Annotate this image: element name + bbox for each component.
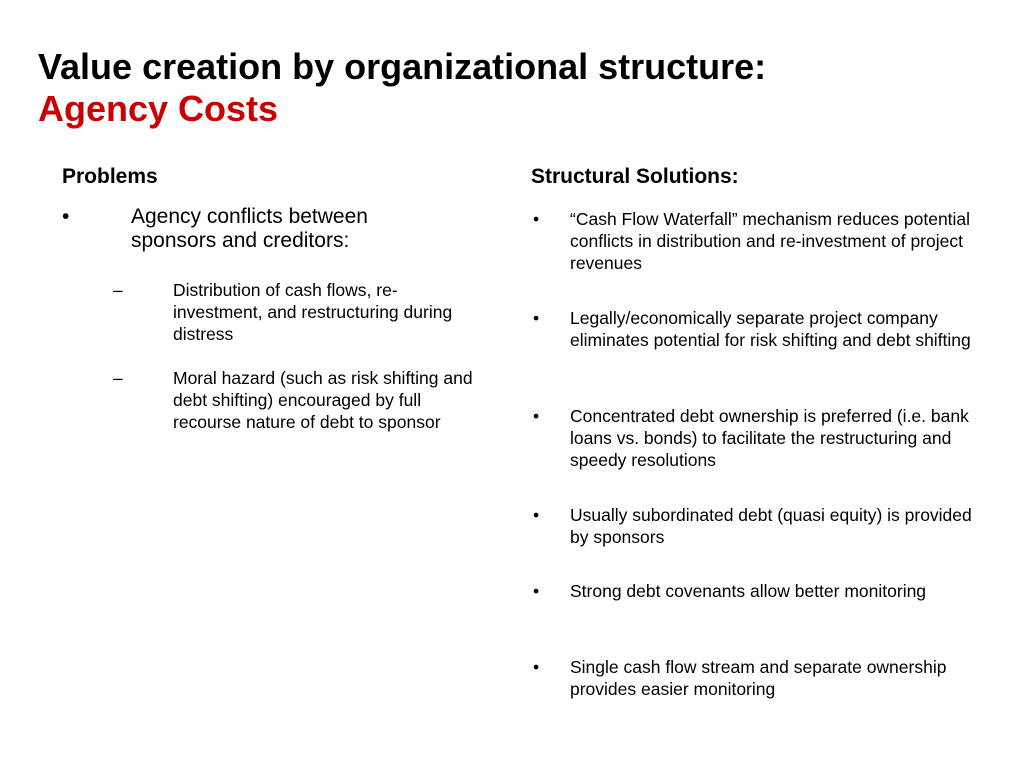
problem-sub-item <box>113 367 473 433</box>
bullet-icon: • <box>533 308 540 328</box>
bullet-icon: • <box>533 581 540 601</box>
solutions-heading: Structural Solutions: <box>531 165 739 188</box>
solution-item-text: Strong debt covenants allow better monitoring <box>570 581 927 601</box>
problem-sub-item-text: Distribution of cash flows, re-investment, and restructuring during distress <box>173 280 453 344</box>
solution-item <box>533 504 995 548</box>
problems-heading: Problems <box>62 165 158 188</box>
bullet-icon: • <box>62 205 70 228</box>
bullet-icon: • <box>533 505 540 525</box>
problem-bullet-text: Agency conflicts between sponsors and creditors: <box>131 205 368 252</box>
dash-icon: – <box>113 280 123 300</box>
problem-sub-item <box>113 279 473 345</box>
solution-item <box>533 208 995 274</box>
dash-icon: – <box>113 368 123 388</box>
slide-title-line-1: Value creation by organizational structure: <box>38 46 767 87</box>
bullet-icon: • <box>533 657 540 677</box>
solution-item <box>533 405 995 471</box>
solution-item-text: Single cash flow stream and separate ownership provides easier monitoring <box>570 657 947 699</box>
problem-bullet <box>62 205 442 253</box>
bullet-icon: • <box>533 406 540 426</box>
solution-item <box>533 580 995 602</box>
solution-item <box>533 656 995 700</box>
solution-item-text: Usually subordinated debt (quasi equity) is provided by sponsors <box>570 505 972 547</box>
solution-item <box>533 307 995 351</box>
slide-title <box>38 46 766 130</box>
problem-sub-item-text: Moral hazard (such as risk shifting and debt shifting) encouraged by full recourse nature of debt to sponsor <box>173 368 473 432</box>
solution-item-text: Concentrated debt ownership is preferred (i.e. bank loans vs. bonds) to facilitate the restructuring and speedy resolutions <box>570 406 969 470</box>
solution-item-text: “Cash Flow Waterfall” mechanism reduces potential conflicts in distribution and re-investment of project revenues <box>570 209 971 273</box>
slide-title-line-2: Agency Costs <box>38 88 279 129</box>
bullet-icon: • <box>533 209 540 229</box>
solution-item-text: Legally/economically separate project company eliminates potential for risk shifting and debt shifting <box>570 308 971 350</box>
